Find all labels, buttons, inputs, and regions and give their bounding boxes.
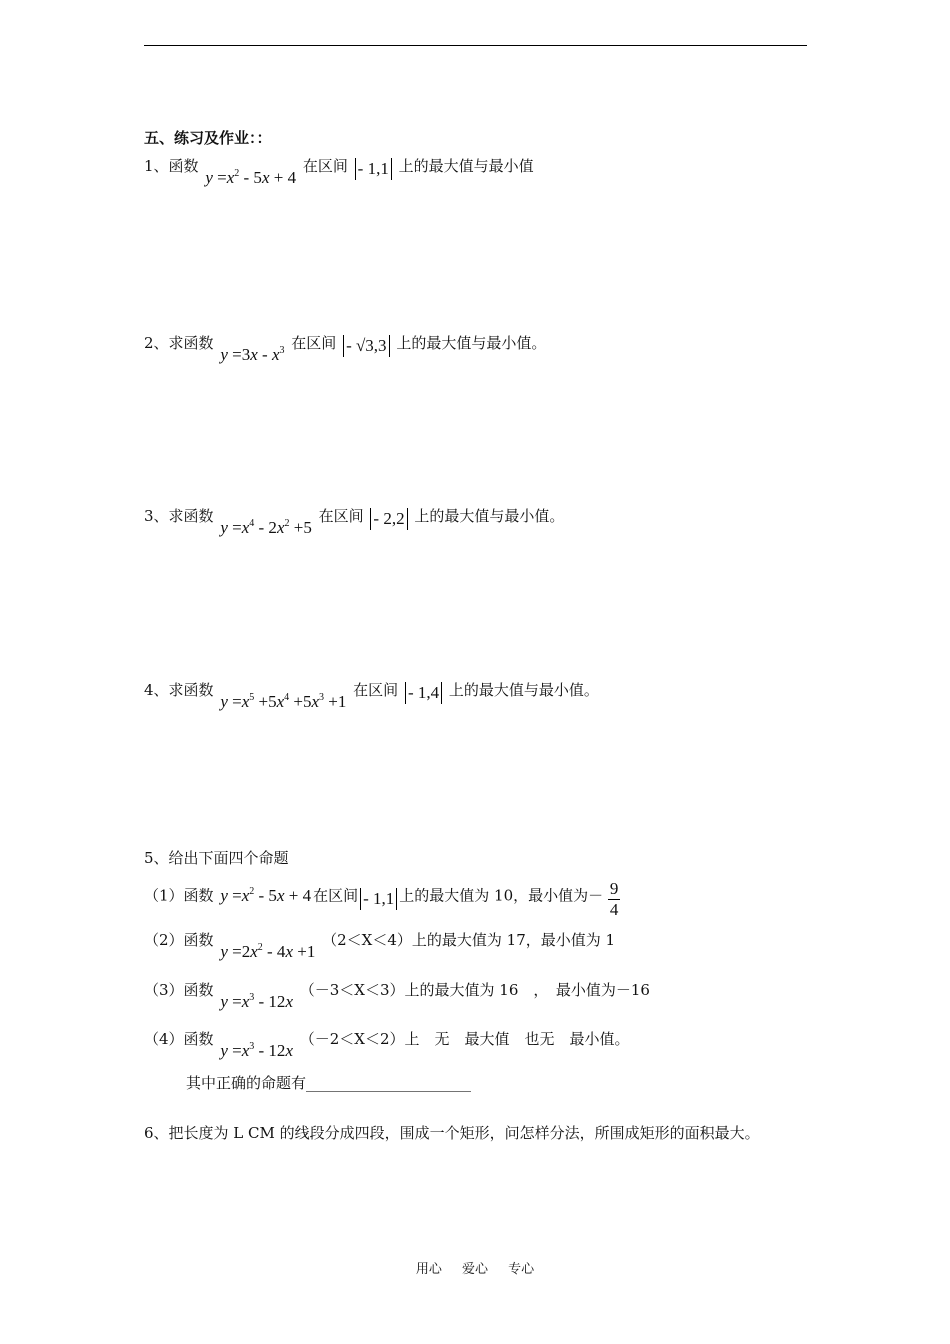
p1-interval: - 1,1 xyxy=(360,888,397,910)
question-1 xyxy=(144,152,534,187)
q3-function: $y =x^4 - 2x^2 +5$ xyxy=(220,518,312,537)
q1-function: $y =x^2 - 5x + 4$ xyxy=(205,168,297,187)
proposition-1 xyxy=(144,876,620,917)
q1-prefix: 1、函数 xyxy=(144,157,199,175)
q4-prefix: 4、求函数 xyxy=(144,681,214,699)
p4-suffix: （－2＜X＜2）上 无 最大值 也无 最小值。 xyxy=(299,1030,630,1048)
q3-prefix: 3、求函数 xyxy=(144,507,214,525)
footer-text-2: 爱心 xyxy=(461,1262,488,1277)
section-heading: 五、练习及作业：： xyxy=(144,129,272,147)
p1-mid: 在区间 xyxy=(313,886,359,905)
q3-interval: - 2,2 xyxy=(370,508,407,530)
p1-prefix: （1）函数 xyxy=(144,886,214,905)
p1-fraction-numerator: 9 xyxy=(609,879,619,898)
question-2 xyxy=(144,329,547,364)
q4-function: $y =x^5 +5x^4 +5x^3 +1$ xyxy=(220,692,347,711)
question-5-intro: 5、给出下面四个命题 xyxy=(144,849,289,867)
question-3 xyxy=(144,502,565,537)
q4-mid: 在区间 xyxy=(353,681,399,699)
p4-prefix: （4）函数 xyxy=(144,1030,214,1048)
q3-mid: 在区间 xyxy=(318,507,364,525)
q3-suffix: 上的最大值与最小值。 xyxy=(414,507,565,525)
p3-suffix: （－3＜X＜3）上的最大值为 16 ， 最小值为－16 xyxy=(299,981,650,999)
question-6: 6、把长度为 L CM 的线段分成四段，围成一个矩形，问怎样分法，所围成矩形的面积最大。 xyxy=(144,1124,760,1142)
p1-fraction-denominator: 4 xyxy=(609,900,619,919)
p4-function: $y =x^3 - 12x$ xyxy=(220,1041,293,1060)
footer-text-1: 用心 xyxy=(415,1262,442,1277)
q2-function: $y =3x - x^3$ xyxy=(220,345,285,364)
proposition-4 xyxy=(144,1025,630,1060)
p3-function: $y =x^3 - 12x$ xyxy=(220,992,293,1011)
proposition-3 xyxy=(144,976,650,1011)
q4-interval: - 1,4 xyxy=(405,682,442,704)
q1-interval: - 1,1 xyxy=(355,158,392,180)
p2-function: $y =2x^2 - 4x +1$ xyxy=(220,942,316,961)
q2-suffix: 上的最大值与最小值。 xyxy=(396,334,547,352)
answer-line: 其中正确的命题有______________________ xyxy=(186,1074,472,1092)
header-rule xyxy=(144,45,807,46)
p1-suffix: 上的最大值为 10，最小值为－ xyxy=(399,886,604,905)
q4-suffix: 上的最大值与最小值。 xyxy=(448,681,599,699)
q2-prefix: 2、求函数 xyxy=(144,334,214,352)
p2-suffix: （2＜X＜4）上的最大值为 17，最小值为 1 xyxy=(322,931,616,949)
q2-interval: - √3,3 xyxy=(343,335,390,357)
p1-fraction xyxy=(608,879,621,920)
page-footer xyxy=(0,1258,950,1277)
proposition-2 xyxy=(144,926,616,961)
q1-mid: 在区间 xyxy=(302,157,348,175)
p2-prefix: （2）函数 xyxy=(144,931,214,949)
p1-function: $y =x^2 - 5x + 4$ xyxy=(220,885,312,905)
q1-suffix: 上的最大值与最小值 xyxy=(398,157,534,175)
footer-text-3: 专心 xyxy=(508,1262,535,1277)
p3-prefix: （3）函数 xyxy=(144,981,214,999)
q2-mid: 在区间 xyxy=(291,334,337,352)
question-4 xyxy=(144,676,599,711)
